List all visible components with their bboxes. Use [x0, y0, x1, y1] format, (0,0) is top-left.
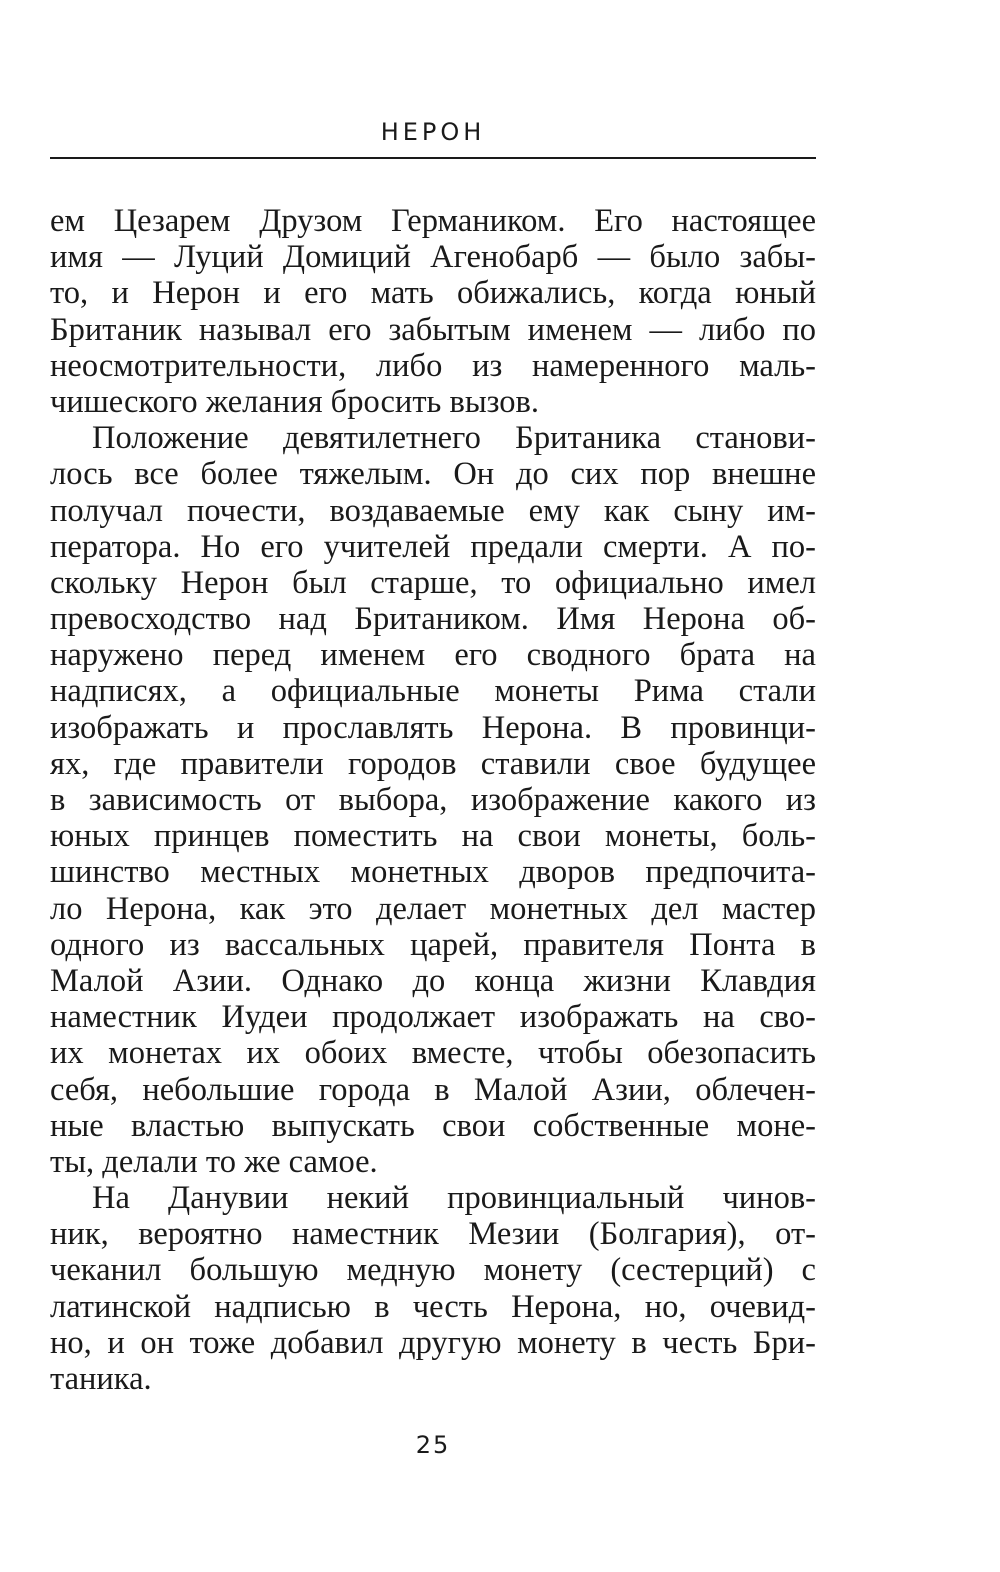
body-text: [50, 203, 816, 1397]
text-line: таника.: [50, 1361, 152, 1397]
text-line: одного из вассальных царей, правителя Понта в: [50, 926, 816, 963]
text-line: Малой Азии. Однако до конца жизни Клавдия: [50, 962, 816, 999]
running-head-title: НЕРОН: [380, 118, 486, 146]
text-line: то, и Нерон и его мать обижались, когда юный: [50, 275, 816, 312]
text-line: ператора. Но его учителей предали смерти. А по-: [50, 528, 816, 565]
text-line: в зависимость от выбора, изображение какого из: [50, 782, 816, 818]
text-line: латинской надписью в честь Нерона, но, очевид-: [50, 1288, 816, 1325]
text-line: чишеского желания бросить вызов.: [50, 383, 540, 420]
text-line: На Данувии некий провинциальный чинов-: [92, 1180, 816, 1217]
text-line: их монетах их обоих вместе, чтобы обезопасить: [50, 1035, 816, 1072]
text-line: чеканил большую медную монету (сестерций) с: [50, 1252, 816, 1289]
text-line: превосходство над Британиком. Имя Нерона об-: [50, 601, 816, 638]
text-line: неосмотрительности, либо из намеренного маль-: [50, 347, 816, 384]
text-line: наружено перед именем его сводного брата на: [50, 637, 816, 674]
text-line: шинство местных монетных дворов предпочита-: [50, 854, 816, 891]
text-line: ло Нерона, как это делает монетных дел мастер: [50, 890, 816, 927]
paragraph: [50, 1180, 816, 1397]
text-line: ник, вероятно наместник Мезии (Болгария), от-: [50, 1216, 816, 1253]
text-line: ем Цезарем Друзом Германиком. Его настоящее: [50, 203, 816, 239]
text-line: но, и он тоже добавил другую монету в честь Бри-: [50, 1324, 816, 1361]
text-line: себя, небольшие города в Малой Азии, облечен-: [50, 1071, 816, 1108]
text-line: лось все более тяжелым. Он до сих пор внешне: [50, 456, 816, 493]
text-line: скольку Нерон был старше, то официально имел: [50, 564, 816, 601]
paragraph: [50, 420, 816, 1180]
header-divider: [50, 157, 816, 159]
paragraph: [50, 203, 816, 420]
text-line: изображать и прославлять Нерона. В провинци-: [50, 709, 816, 746]
text-line: ты, делали то же самое.: [50, 1143, 378, 1180]
text-line: Британик называл его забытым именем — либо по: [50, 311, 816, 348]
text-line: надписях, а официальные монеты Рима стали: [50, 673, 816, 710]
text-line: ях, где правители городов ставили свое будущее: [50, 745, 816, 782]
text-line: наместник Иудеи продолжает изображать на сво-: [50, 999, 816, 1036]
text-line: ные властью выпускать свои собственные моне-: [50, 1107, 816, 1144]
page-number: 25: [415, 1431, 451, 1459]
text-line: получал почести, воздаваемые ему как сыну им-: [50, 492, 816, 529]
text-line: имя — Луций Домиций Агенобарб — было забы-: [50, 239, 816, 276]
text-line: Положение девятилетнего Британика станови-: [92, 420, 816, 457]
text-line: юных принцев поместить на свои монеты, боль-: [50, 818, 816, 855]
